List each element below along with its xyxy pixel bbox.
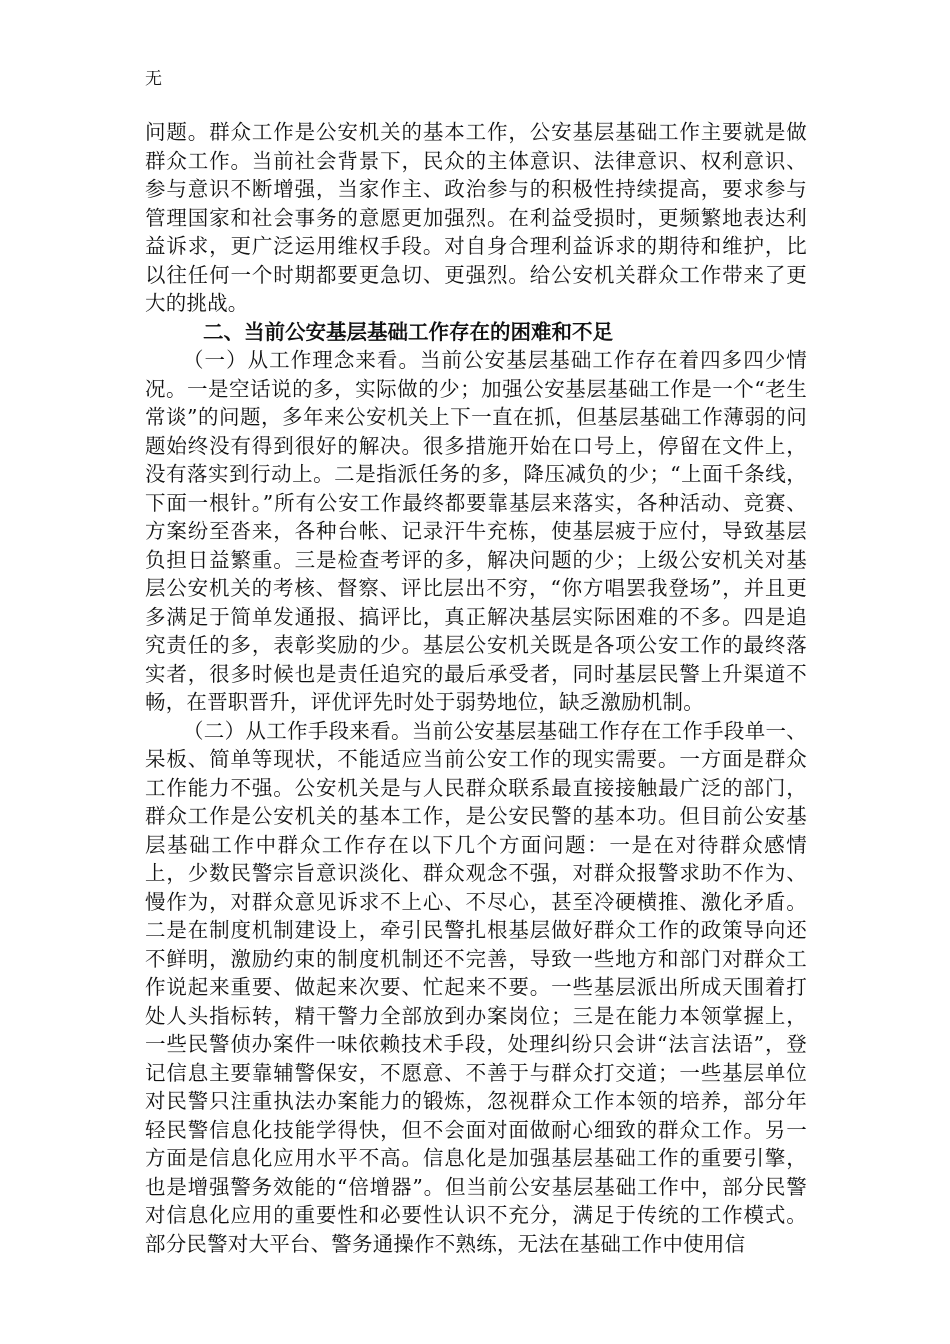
document-body: [145, 118, 807, 1258]
page-header-label: 无: [145, 69, 162, 89]
section-heading: 二、当前公安基层基础工作存在的困难和不足: [203, 319, 613, 344]
paragraph-intro: 问题。群众工作是公安机关的基本工作，公安基层基础工作主要就是做群众工作。当前社会背景下，民众的主体意识、法律意识、权利意识、参与意识不断增强，当家作主、政治参与的积极性持续提高，要求参与管理国家和社会事务的意愿更加强烈。在利益受损时，更频繁地表达利益诉求，更广泛运用维权手段。对自身合理利益诉求的期待和维护，比以往任何一个时期都要更急切、更强烈。给公安机关群众工作带来了更大的挑战。: [145, 120, 807, 315]
paragraph-work-methods: （二）从工作手段来看。当前公安基层基础工作存在工作手段单一、呆板、简单等现状，不能适应当前公安工作的现实需要。一方面是群众工作能力不强。公安机关是与人民群众联系最直接接触最广泛的部门，群众工作是公安机关的基本工作，是公安民警的基本功。但目前公安基层基础工作中群众工作存在以下几个方面问题：一是在对待群众感情上，少数民警宗旨意识淡化、群众观念不强，对群众报警求助不作为、慢作为，对群众意见诉求不上心、不尽心，甚至冷硬横推、激化矛盾。二是在制度机制建设上，牵引民警扎根基层做好群众工作的政策导向还不鲜明，激励约束的制度机制还不完善，导致一些地方和部门对群众工作说起来重要、做起来次要、忙起来不要。一些基层派出所成天围着打处人头指标转，精干警力全部放到办案岗位；三是在能力本领掌握上，一些民警侦办案件一味依赖技术手段，处理纠纷只会讲“法言法语”，登记信息主要靠辅警保安，不愿意、不善于与群众打交道；一些基层单位对民警只注重执法办案能力的锻炼，忽视群众工作本领的培养，部分年轻民警信息化技能学得快，但不会面对面做耐心细致的群众工作。另一方面是信息化应用水平不高。信息化是加强基层基础工作的重要引擎，也是增强警务效能的“倍增器”。但当前公安基层基础工作中，部分民警对信息化应用的重要性和必要性认识不充分，满足于传统的工作模式。部分民警对大平台、警务通操作不熟练，无法在基础工作中使用信: [145, 718, 807, 1256]
paragraph-work-concept: （一）从工作理念来看。当前公安基层基础工作存在着四多四少情况。一是空话说的多，实际做的少；加强公安基层基础工作是一个“老生常谈”的问题，多年来公安机关上下一直在抓，但基层基础工作薄弱的问题始终没有得到很好的解决。很多措施开始在口号上，停留在文件上，没有落实到行动上。二是指派任务的多，降压减负的少；“上面千条线，下面一根针。”所有公安工作最终都要靠基层来落实，各种活动、竞赛、方案纷至沓来，各种台帐、记录汗牛充栋，使基层疲于应付，导致基层负担日益繁重。三是检查考评的多，解决问题的少；上级公安机关对基层公安机关的考核、督察、评比层出不穷，“你方唱罢我登场”，并且更多满足于简单发通报、搞评比，真正解决基层实际困难的不多。四是追究责任的多，表彰奖励的少。基层公安机关既是各项公安工作的最终落实者，很多时候也是责任追究的最后承受者，同时基层民警上升渠道不畅，在晋职晋升，评优评先时处于弱势地位，缺乏激励机制。: [145, 348, 807, 714]
